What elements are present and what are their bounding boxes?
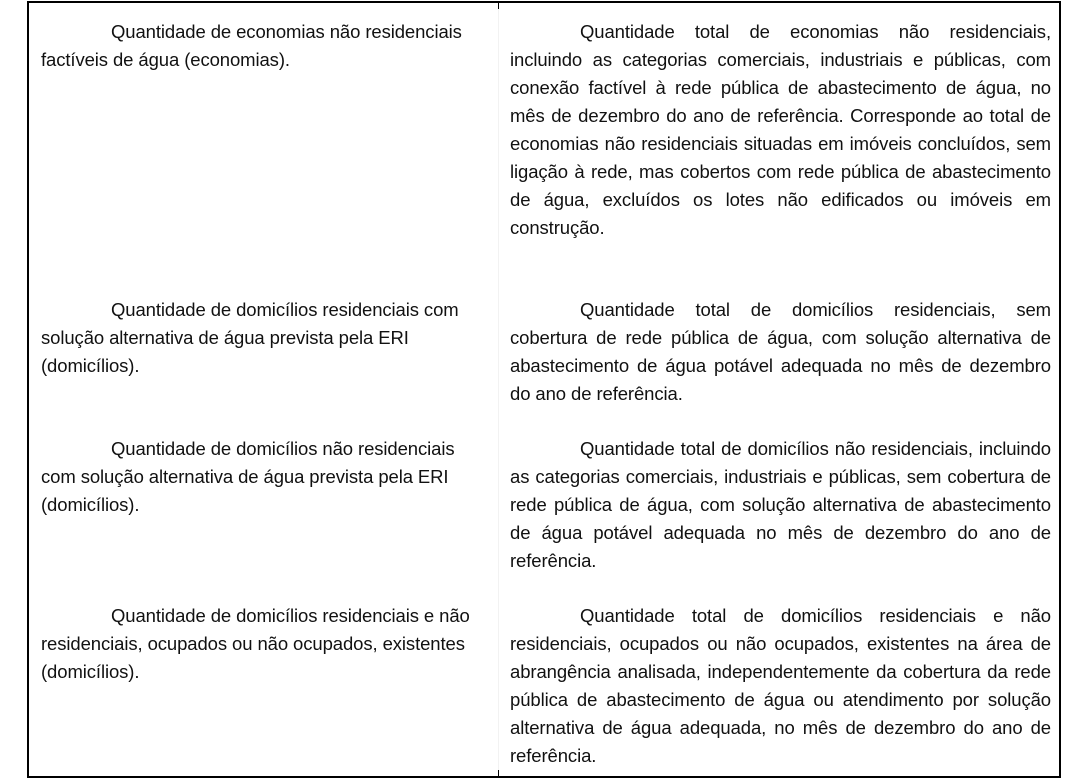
- definition-cell: Quantidade total de domicílios residenciais, sem cobertura de rede pública de água, com solução alternativa de abastecimento de água potável adequada no mês de dezembro do ano de referência.: [510, 299, 1051, 404]
- term-cell: Quantidade de domicílios residenciais com solução alternativa de água prevista pela ERI (domicílios).: [41, 299, 459, 376]
- term-cell: Quantidade de domicílios residenciais e não residenciais, ocupados ou não ocupados, existentes (domicílios).: [41, 605, 470, 682]
- column-divider: [498, 3, 499, 776]
- term-cell: Quantidade de economias não residenciais factíveis de água (economias).: [41, 21, 462, 70]
- definition-cell: Quantidade total de economias não residenciais, incluindo as categorias comerciais, industriais e públicas, com conexão factível à rede pública de abastecimento de água, no mês de dezembro do ano de referência. Corresponde ao total de economias não residenciais situadas em imóveis concluídos, sem ligação à rede, mas cobertos com rede pública de abastecimento de água, excluídos os lotes não edificados ou imóveis em construção.: [510, 21, 1051, 238]
- column-divider-tick-bottom: [498, 770, 499, 776]
- definition-cell: Quantidade total de domicílios não residenciais, incluindo as categorias comerciais, industriais e públicas, sem cobertura de rede pública de água, com solução alternativa de abastecimento de água potável adequada no mês de dezembro do ano de referência.: [510, 438, 1051, 571]
- definitions-table: [27, 1, 1061, 778]
- column-divider-tick-top: [498, 3, 499, 9]
- definition-cell: Quantidade total de domicílios residenciais e não residenciais, ocupados ou não ocupados, existentes na área de abrangência analisada, independentemente da cobertura da rede pública de abastecimento de água ou atendimento por solução alternativa de água adequada, no mês de dezembro do ano de referência.: [510, 605, 1051, 766]
- term-cell: Quantidade de domicílios não residenciais com solução alternativa de água prevista pela ERI (domicílios).: [41, 438, 455, 515]
